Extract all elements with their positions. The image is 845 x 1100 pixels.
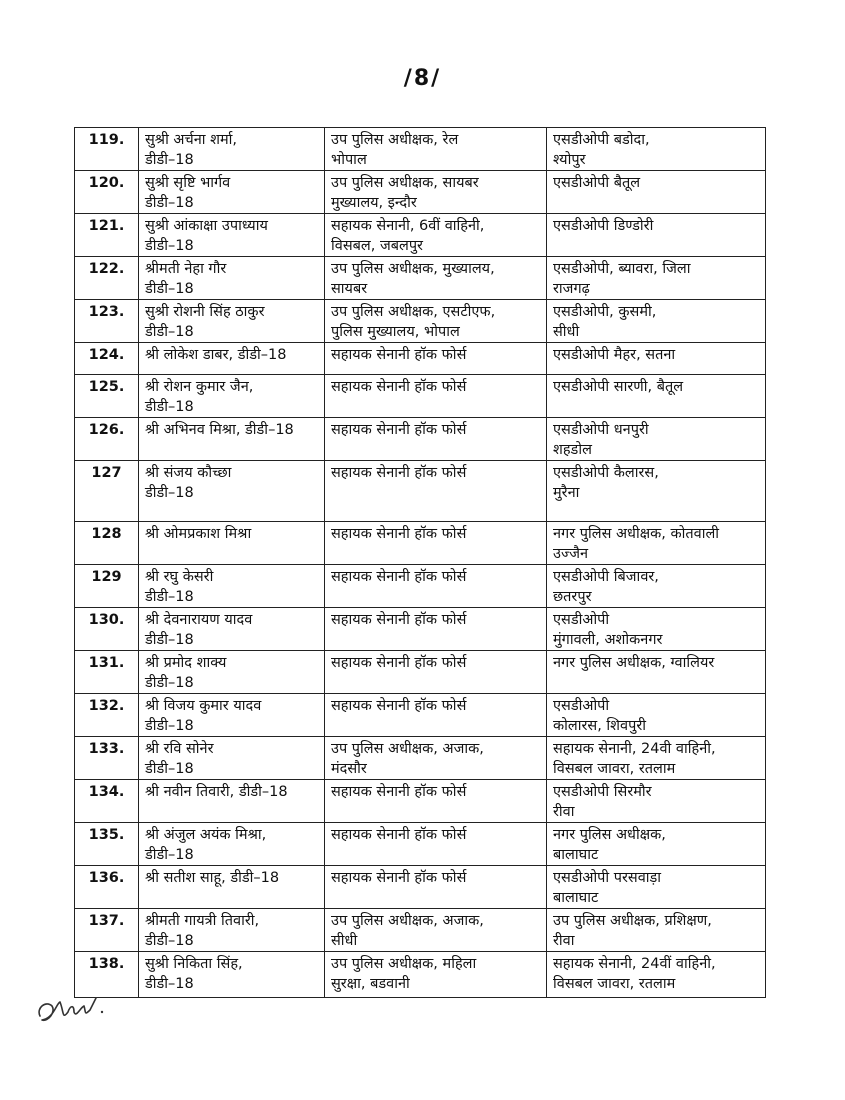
- serial-number: 135.: [75, 823, 139, 866]
- new-posting-line: सहायक सेनानी, 24वीं वाहिनी,: [553, 956, 716, 972]
- current-posting-line: सहायक सेनानी, 6वीं वाहिनी,: [331, 218, 485, 234]
- current-posting-line: मंदसौर: [331, 761, 367, 777]
- current-posting-line: सहायक सेनानी हॉक फोर्स: [331, 784, 467, 800]
- officer-name: [139, 780, 325, 823]
- officer-name: [139, 866, 325, 909]
- new-posting-line: एसडीओपी धनपुरी: [553, 422, 649, 438]
- officer-name: [139, 375, 325, 418]
- current-posting: [325, 522, 547, 565]
- new-posting-line: रीवा: [553, 933, 575, 949]
- officer-name-line: श्रीमती गायत्री तिवारी,: [145, 913, 260, 929]
- officer-name-line: सुश्री सृष्टि भार्गव: [145, 175, 231, 191]
- officer-name: [139, 257, 325, 300]
- serial-number: 136.: [75, 866, 139, 909]
- current-posting: [325, 608, 547, 651]
- transfer-table-body: [75, 128, 766, 998]
- table-row: [75, 565, 766, 608]
- new-posting-line: उज्जैन: [553, 546, 589, 562]
- current-posting: [325, 694, 547, 737]
- current-posting-line: उप पुलिस अधीक्षक, मुख्यालय,: [331, 261, 495, 277]
- serial-number: 119.: [75, 128, 139, 171]
- new-posting-line: एसडीओपी सारणी, बैतूल: [553, 379, 684, 395]
- new-posting: [547, 694, 766, 737]
- current-posting: [325, 343, 547, 375]
- officer-name: [139, 128, 325, 171]
- current-posting: [325, 214, 547, 257]
- new-posting-line: कोलारस, शिवपुरी: [553, 718, 647, 734]
- current-posting-line: सहायक सेनानी हॉक फोर्स: [331, 569, 467, 585]
- page-number: /8/: [403, 66, 442, 91]
- serial-number: 129: [75, 565, 139, 608]
- current-posting: [325, 952, 547, 998]
- officer-name-line: श्री सतीश साहू, डीडी–18: [145, 870, 280, 886]
- new-posting-line: एसडीओपी डिण्डोरी: [553, 218, 654, 234]
- new-posting-line: एसडीओपी कैलारस,: [553, 465, 659, 481]
- officer-name: [139, 461, 325, 522]
- new-posting-line: विसबल जावरा, रतलाम: [553, 761, 676, 777]
- new-posting-line: नगर पुलिस अधीक्षक,: [553, 827, 666, 843]
- officer-name-line: श्री रवि सोनेर: [145, 741, 214, 757]
- current-posting: [325, 128, 547, 171]
- new-posting-line: मुरैना: [553, 485, 580, 501]
- current-posting-line: सहायक सेनानी हॉक फोर्स: [331, 827, 467, 843]
- new-posting-line: एसडीओपी: [553, 612, 610, 628]
- new-posting-line: एसडीओपी बिजावर,: [553, 569, 659, 585]
- officer-name-line: डीडी–18: [145, 718, 194, 734]
- new-posting-line: सहायक सेनानी, 24वी वाहिनी,: [553, 741, 716, 757]
- table-row: [75, 171, 766, 214]
- table-row: [75, 608, 766, 651]
- new-posting: [547, 522, 766, 565]
- new-posting-line: नगर पुलिस अधीक्षक, ग्वालियर: [553, 655, 715, 671]
- new-posting: [547, 257, 766, 300]
- table-row: [75, 257, 766, 300]
- serial-number: 122.: [75, 257, 139, 300]
- current-posting-line: उप पुलिस अधीक्षक, सायबर: [331, 175, 479, 191]
- current-posting: [325, 780, 547, 823]
- officer-name-line: सुश्री आंकाक्षा उपाध्याय: [145, 218, 268, 234]
- current-posting-line: उप पुलिस अधीक्षक, रेल: [331, 132, 459, 148]
- officer-name-line: डीडी–18: [145, 933, 194, 949]
- current-posting-line: विसबल, जबलपुर: [331, 238, 423, 254]
- officer-name-line: डीडी–18: [145, 485, 194, 501]
- serial-number: 126.: [75, 418, 139, 461]
- current-posting-line: सहायक सेनानी हॉक फोर्स: [331, 655, 467, 671]
- current-posting-line: उप पुलिस अधीक्षक, अजाक,: [331, 913, 484, 929]
- officer-name-line: डीडी–18: [145, 589, 194, 605]
- new-posting-line: एसडीओपी, कुसमी,: [553, 304, 657, 320]
- current-posting: [325, 565, 547, 608]
- officer-name-line: श्री लोकेश डाबर, डीडी–18: [145, 347, 287, 363]
- officer-name-line: श्री नवीन तिवारी, डीडी–18: [145, 784, 288, 800]
- table-row: [75, 866, 766, 909]
- officer-name-line: डीडी–18: [145, 152, 194, 168]
- new-posting: [547, 418, 766, 461]
- table-row: [75, 780, 766, 823]
- current-posting-line: पुलिस मुख्यालय, भोपाल: [331, 324, 460, 340]
- new-posting: [547, 375, 766, 418]
- new-posting: [547, 651, 766, 694]
- current-posting-line: उप पुलिस अधीक्षक, एसटीएफ,: [331, 304, 496, 320]
- new-posting-line: शहडोल: [553, 442, 592, 458]
- new-posting: [547, 952, 766, 998]
- officer-name: [139, 909, 325, 952]
- current-posting-line: सहायक सेनानी हॉक फोर्स: [331, 422, 467, 438]
- table-row: [75, 522, 766, 565]
- new-posting-line: एसडीओपी मैहर, सतना: [553, 347, 676, 363]
- current-posting-line: मुख्यालय, इन्दौर: [331, 195, 417, 211]
- new-posting-line: उप पुलिस अधीक्षक, प्रशिक्षण,: [553, 913, 712, 929]
- current-posting: [325, 300, 547, 343]
- current-posting-line: सहायक सेनानी हॉक फोर्स: [331, 465, 467, 481]
- new-posting: [547, 565, 766, 608]
- current-posting-line: सायबर: [331, 281, 368, 297]
- current-posting: [325, 651, 547, 694]
- officer-name-line: सुश्री अर्चना शर्मा,: [145, 132, 238, 148]
- new-posting: [547, 128, 766, 171]
- new-posting: [547, 461, 766, 522]
- officer-name-line: श्री प्रमोद शाक्य: [145, 655, 227, 671]
- serial-number: 124.: [75, 343, 139, 375]
- new-posting-line: श्योपुर: [553, 152, 586, 168]
- new-posting: [547, 866, 766, 909]
- serial-number: 120.: [75, 171, 139, 214]
- new-posting-line: एसडीओपी: [553, 698, 610, 714]
- new-posting: [547, 608, 766, 651]
- officer-name-line: डीडी–18: [145, 761, 194, 777]
- officer-name-line: डीडी–18: [145, 675, 194, 691]
- new-posting-line: बालाघाट: [553, 847, 599, 863]
- officer-name-line: श्री रघु केसरी: [145, 569, 214, 585]
- table-row: [75, 651, 766, 694]
- officer-name: [139, 171, 325, 214]
- new-posting-line: सीधी: [553, 324, 580, 340]
- serial-number: 123.: [75, 300, 139, 343]
- new-posting-line: एसडीओपी बडोदा,: [553, 132, 650, 148]
- new-posting: [547, 780, 766, 823]
- current-posting: [325, 823, 547, 866]
- officer-name-line: श्री संजय कौच्छा: [145, 465, 232, 481]
- current-posting-line: उप पुलिस अधीक्षक, महिला: [331, 956, 477, 972]
- officer-name-line: श्री अभिनव मिश्रा, डीडी–18: [145, 422, 294, 438]
- current-posting-line: उप पुलिस अधीक्षक, अजाक,: [331, 741, 484, 757]
- officer-name: [139, 214, 325, 257]
- new-posting: [547, 300, 766, 343]
- officer-name-line: डीडी–18: [145, 238, 194, 254]
- officer-name-line: डीडी–18: [145, 324, 194, 340]
- officer-name-line: डीडी–18: [145, 847, 194, 863]
- serial-number: 125.: [75, 375, 139, 418]
- new-posting: [547, 171, 766, 214]
- new-posting: [547, 343, 766, 375]
- new-posting-line: एसडीओपी सिरमौर: [553, 784, 652, 800]
- current-posting-line: सहायक सेनानी हॉक फोर्स: [331, 612, 467, 628]
- current-posting: [325, 171, 547, 214]
- table-row: [75, 300, 766, 343]
- current-posting: [325, 866, 547, 909]
- officer-name: [139, 694, 325, 737]
- new-posting-line: राजगढ़: [553, 281, 590, 297]
- table-row: [75, 952, 766, 998]
- officer-name: [139, 952, 325, 998]
- table-row: [75, 737, 766, 780]
- new-posting-line: एसडीओपी परसवाड़ा: [553, 870, 662, 886]
- new-posting: [547, 909, 766, 952]
- transfer-table: [74, 127, 766, 998]
- table-row: [75, 128, 766, 171]
- new-posting-line: एसडीओपी, ब्यावरा, जिला: [553, 261, 691, 277]
- table-row: [75, 214, 766, 257]
- serial-number: 130.: [75, 608, 139, 651]
- new-posting-line: नगर पुलिस अधीक्षक, कोतवाली: [553, 526, 720, 542]
- officer-name-line: श्री विजय कुमार यादव: [145, 698, 262, 714]
- table-row: [75, 694, 766, 737]
- new-posting-line: मुंगावली, अशोकनगर: [553, 632, 663, 648]
- serial-number: 127: [75, 461, 139, 522]
- current-posting-line: सहायक सेनानी हॉक फोर्स: [331, 379, 467, 395]
- current-posting-line: सहायक सेनानी हॉक फोर्स: [331, 526, 467, 542]
- new-posting-line: छतरपुर: [553, 589, 592, 605]
- current-posting: [325, 257, 547, 300]
- officer-name-line: सुश्री रोशनी सिंह ठाकुर: [145, 304, 265, 320]
- serial-number: 137.: [75, 909, 139, 952]
- new-posting-line: एसडीओपी बैतूल: [553, 175, 641, 191]
- current-posting: [325, 418, 547, 461]
- current-posting-line: सहायक सेनानी हॉक फोर्स: [331, 870, 467, 886]
- officer-name: [139, 565, 325, 608]
- table-row: [75, 461, 766, 522]
- current-posting-line: भोपाल: [331, 152, 367, 168]
- officer-name: [139, 737, 325, 780]
- officer-name-line: डीडी–18: [145, 976, 194, 992]
- table-row: [75, 343, 766, 375]
- new-posting-line: बालाघाट: [553, 890, 599, 906]
- officer-name-line: श्री देवनारायण यादव: [145, 612, 253, 628]
- new-posting-line: विसबल जावरा, रतलाम: [553, 976, 676, 992]
- officer-name: [139, 608, 325, 651]
- new-posting: [547, 823, 766, 866]
- current-posting: [325, 375, 547, 418]
- officer-name: [139, 823, 325, 866]
- new-posting-line: रीवा: [553, 804, 575, 820]
- table-row: [75, 375, 766, 418]
- new-posting: [547, 214, 766, 257]
- officer-name-line: श्री रोशन कुमार जैन,: [145, 379, 254, 395]
- current-posting: [325, 737, 547, 780]
- current-posting: [325, 909, 547, 952]
- serial-number: 133.: [75, 737, 139, 780]
- table-row: [75, 823, 766, 866]
- new-posting: [547, 737, 766, 780]
- serial-number: 132.: [75, 694, 139, 737]
- current-posting-line: सहायक सेनानी हॉक फोर्स: [331, 347, 467, 363]
- serial-number: 131.: [75, 651, 139, 694]
- officer-name-line: श्री ओमप्रकाश मिश्रा: [145, 526, 252, 542]
- officer-name-line: डीडी–18: [145, 281, 194, 297]
- current-posting-line: सहायक सेनानी हॉक फोर्स: [331, 698, 467, 714]
- officer-name: [139, 522, 325, 565]
- officer-name-line: श्रीमती नेहा गौर: [145, 261, 227, 277]
- officer-name-line: डीडी–18: [145, 632, 194, 648]
- officer-name-line: डीडी–18: [145, 195, 194, 211]
- officer-name-line: श्री अंजुल अयंक मिश्रा,: [145, 827, 267, 843]
- officer-name: [139, 343, 325, 375]
- officer-name: [139, 418, 325, 461]
- officer-name-line: डीडी–18: [145, 399, 194, 415]
- officer-name-line: सुश्री निकिता सिंह,: [145, 956, 243, 972]
- serial-number: 121.: [75, 214, 139, 257]
- officer-name: [139, 651, 325, 694]
- serial-number: 128: [75, 522, 139, 565]
- serial-number: 138.: [75, 952, 139, 998]
- handwritten-signature: [34, 990, 124, 1035]
- current-posting: [325, 461, 547, 522]
- officer-name: [139, 300, 325, 343]
- table-row: [75, 418, 766, 461]
- current-posting-line: सुरक्षा, बडवानी: [331, 976, 410, 992]
- serial-number: 134.: [75, 780, 139, 823]
- current-posting-line: सीधी: [331, 933, 358, 949]
- table-row: [75, 909, 766, 952]
